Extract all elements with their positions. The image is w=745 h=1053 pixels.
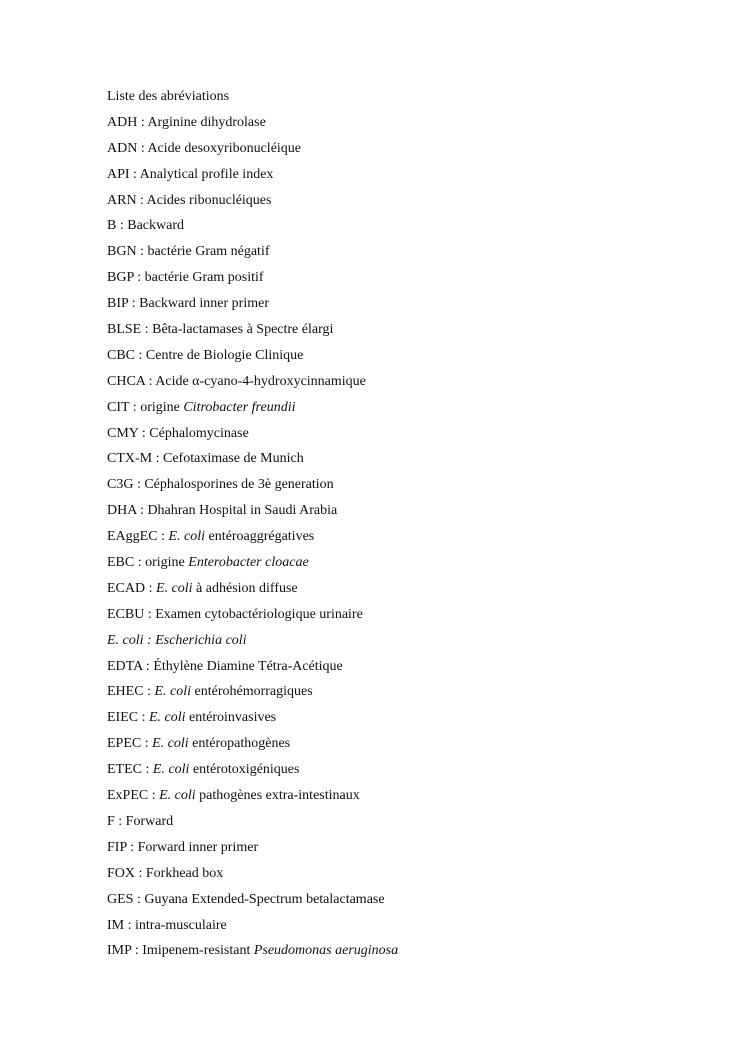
abbreviation-entry (107, 812, 707, 838)
entry-text-italic: Citrobacter freundii (183, 399, 296, 415)
entry-text-italic: Pseudomonas aeruginosa (253, 943, 399, 959)
entry-text: BIP : Backward inner primer (107, 296, 269, 312)
entry-text: IM : intra-musculaire (107, 917, 227, 933)
entry-text: ARN : Acides ribonucléiques (107, 192, 272, 208)
abbreviation-entry (107, 449, 707, 475)
abbreviation-entry (107, 113, 707, 139)
entry-text-italic: E. coli (152, 736, 189, 752)
abbreviation-entry (107, 579, 707, 605)
abbreviation-entry (107, 242, 707, 268)
entry-text: entéroaggrégatives (205, 529, 315, 545)
entry-text: EDTA : Éthylène Diamine Tétra-Acétique (107, 658, 343, 674)
abbreviation-entry (107, 786, 707, 812)
abbreviation-entry (107, 294, 707, 320)
entry-text: EBC : origine (107, 555, 189, 571)
entry-text: ADH : Arginine dihydrolase (107, 114, 266, 130)
abbreviation-entry (107, 553, 707, 579)
entry-text: CMY : Céphalomycinase (107, 425, 249, 441)
abbreviation-entry (107, 165, 707, 191)
abbreviation-entry (107, 838, 707, 864)
entry-text-italic: E. coli (168, 529, 205, 545)
abbreviation-entry (107, 708, 707, 734)
entry-text: IMP : Imipenem-resistant (107, 943, 254, 959)
entry-text-italic: E. coli (152, 762, 190, 778)
entry-text: API : Analytical profile index (107, 166, 274, 182)
abbreviation-entry (107, 864, 707, 890)
abbreviation-entry (107, 475, 707, 501)
entry-text: ECAD : (107, 580, 156, 596)
entry-text: ExPEC : (107, 788, 160, 804)
abbreviation-entry (107, 941, 707, 967)
entry-text: entérohémorragiques (191, 684, 313, 700)
entry-text-italic: E. coli : Escherichia coli (107, 632, 247, 648)
entry-text: pathogènes extra-intestinaux (195, 788, 360, 804)
entry-text: GES : Guyana Extended-Spectrum betalactamase (107, 891, 385, 907)
abbreviation-entry (107, 734, 707, 760)
entry-text: à adhésion diffuse (192, 580, 298, 596)
abbreviation-entry (107, 424, 707, 450)
entry-text: EHEC : (107, 684, 155, 700)
entry-text: BLSE : Bêta-lactamases à Spectre élargi (107, 322, 334, 338)
entry-text: EIEC : (107, 710, 149, 726)
entry-text-italic: Enterobacter cloacae (188, 555, 309, 571)
entry-text: entérotoxigéniques (189, 762, 300, 778)
abbreviation-entry (107, 216, 707, 242)
abbreviation-entry (107, 268, 707, 294)
page-title-text: Liste des abréviations (107, 89, 230, 104)
entry-text-italic: E. coli (149, 710, 186, 726)
abbreviation-entry (107, 527, 707, 553)
entry-text: CTX-M : Cefotaximase de Munich (107, 451, 304, 467)
abbreviation-entry (107, 631, 707, 657)
entry-text: DHA : Dhahran Hospital in Saudi Arabia (107, 503, 338, 519)
entry-text: entéroinvasives (185, 710, 277, 726)
entry-text: F : Forward (107, 813, 174, 829)
page-title (107, 87, 707, 113)
entry-text: CHCA : Acide α-cyano-4-hydroxycinnamique (107, 373, 366, 389)
entry-text: CBC : Centre de Biologie Clinique (107, 347, 304, 363)
entry-text: BGN : bactérie Gram négatif (107, 244, 270, 260)
abbreviation-entry (107, 139, 707, 165)
abbreviation-entry (107, 320, 707, 346)
abbreviation-entry (107, 760, 707, 786)
abbreviation-entry (107, 372, 707, 398)
abbreviation-entry (107, 501, 707, 527)
entry-text: B : Backward (107, 218, 184, 234)
entry-text: CIT : origine (107, 399, 184, 415)
entry-text: ECBU : Examen cytobactériologique urinaire (107, 606, 363, 622)
entry-text: C3G : Céphalosporines de 3è generation (107, 477, 334, 493)
abbreviation-entry (107, 398, 707, 424)
entry-text: FOX : Forkhead box (107, 865, 224, 881)
entry-text-italic: E. coli (154, 684, 191, 700)
entry-text-italic: E. coli (159, 788, 196, 804)
entry-text: ETEC : (107, 762, 153, 778)
entry-text: FIP : Forward inner primer (107, 839, 259, 855)
abbreviation-entry (107, 346, 707, 372)
entry-text-italic: E. coli (156, 580, 193, 596)
abbreviation-entry (107, 916, 707, 942)
abbreviation-entry (107, 605, 707, 631)
entry-text: entéropathogènes (188, 736, 291, 752)
entry-text: BGP : bactérie Gram positif (107, 270, 264, 286)
abbreviation-page (107, 87, 707, 967)
abbreviation-list (107, 113, 707, 967)
abbreviation-entry (107, 191, 707, 217)
entry-text: ADN : Acide desoxyribonucléique (107, 140, 302, 156)
entry-text: EAggEC : (107, 529, 169, 545)
entry-text: EPEC : (107, 736, 153, 752)
abbreviation-entry (107, 657, 707, 683)
abbreviation-entry (107, 890, 707, 916)
abbreviation-entry (107, 682, 707, 708)
